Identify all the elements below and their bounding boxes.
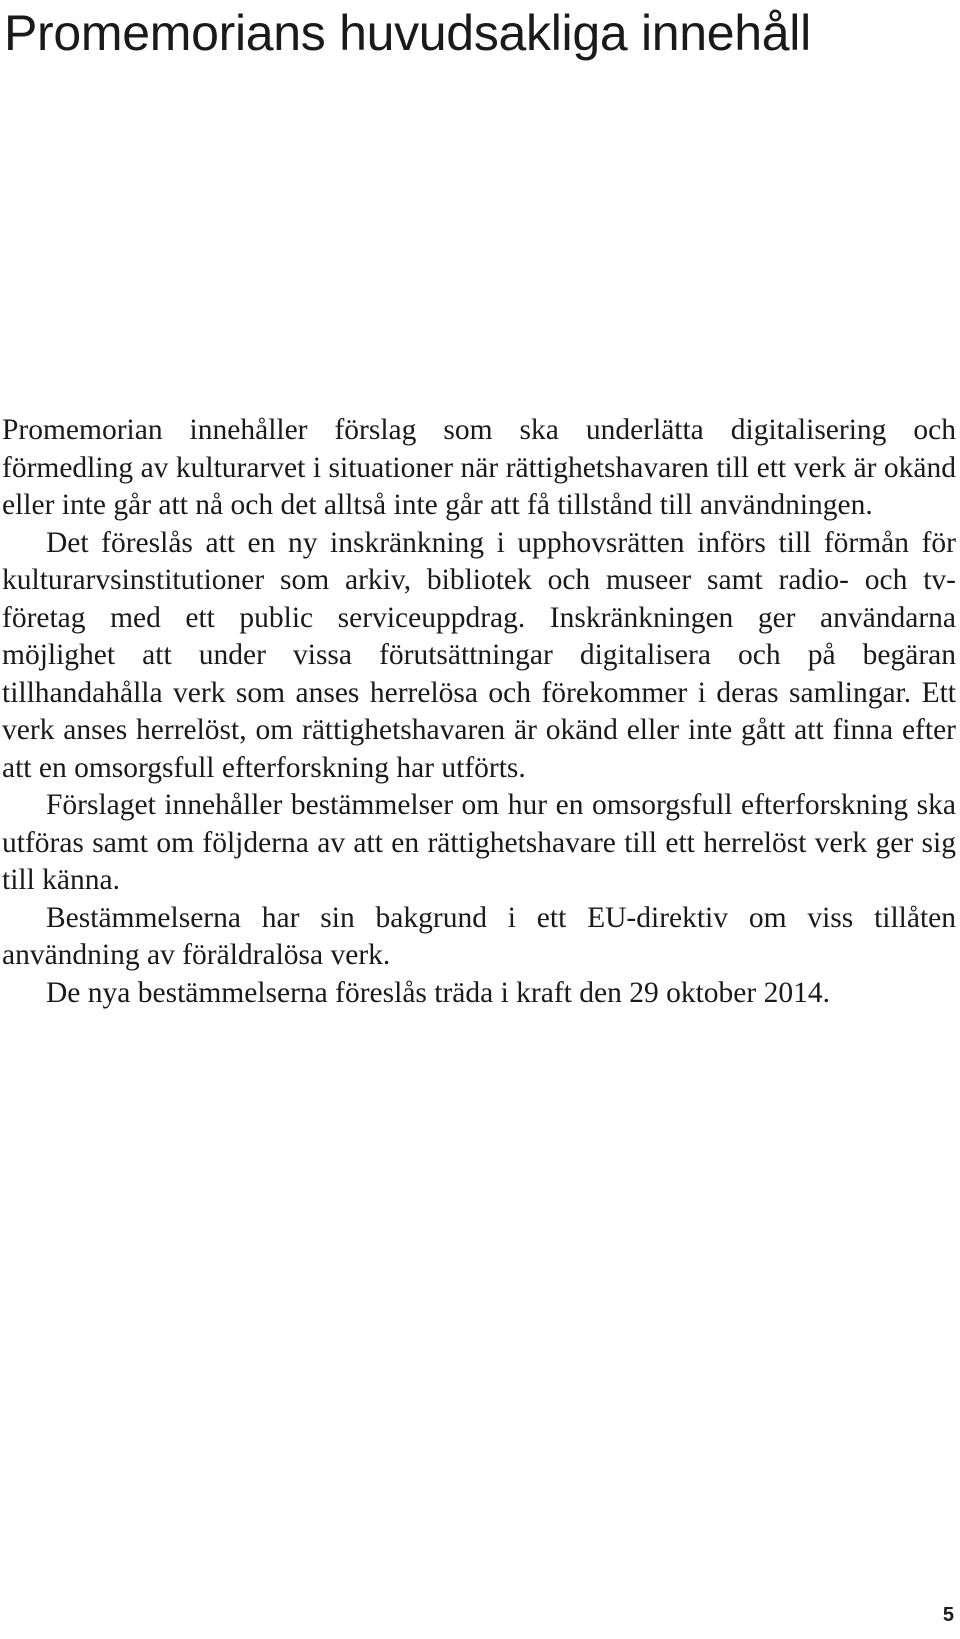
page-title: Promemorians huvudsakliga innehåll xyxy=(4,5,811,61)
paragraph-effective-date: De nya bestämmelserna föreslås träda i kraft den 29 oktober 2014. xyxy=(46,976,830,1009)
summary-body xyxy=(2,412,956,1012)
paragraph-provisions: Förslaget innehåller bestämmelser om hur en omsorgsfull efterforskning ska utföras samt om följderna av att en rättighetshavare till ett herrelöst verk ger sig till känna. xyxy=(2,789,956,896)
paragraph-intro: Promemorian innehåller förslag som ska underlätta digitalisering och förmedling av kulturarvet i situationer när rättighetshavaren till ett verk är okänd eller inte går att nå och det alltså inte går att få tillstånd till användningen. xyxy=(2,414,956,521)
paragraph-background: Bestämmelserna har sin bakgrund i ett EU-direktiv om viss tillåten användning av föräldralösa verk. xyxy=(2,901,956,971)
paragraph-proposal: Det föreslås att en ny inskränkning i upphovsrätten införs till förmån för kulturarvsinstitutioner som arkiv, bibliotek och museer samt radio- och tv-företag med ett public serviceuppdrag. Inskränkningen ger användarna möjlighet att under vissa förutsättningar digitalisera och på begäran tillhandahålla verk som anses herrelösa och förekommer i deras samlingar. Ett verk anses herrelöst, om rättighetshavaren är okänd eller inte gått att finna efter att en omsorgsfull efterforskning har utförts. xyxy=(2,526,956,784)
page-number: 5 xyxy=(942,1604,954,1626)
